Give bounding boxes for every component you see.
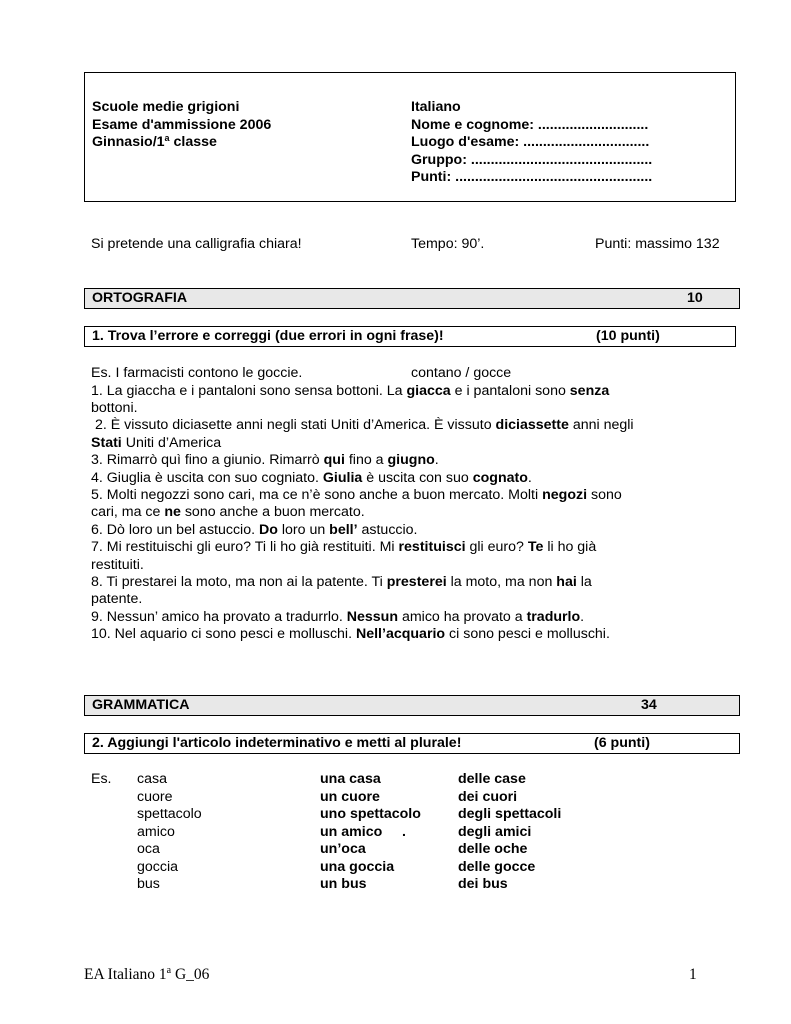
sentence-text: bottoni. <box>91 399 138 416</box>
noun: goccia <box>137 858 179 875</box>
time-note: Tempo: 90’. <box>411 236 485 252</box>
plural-form: delle case <box>458 771 526 787</box>
sentence-text: 3. Rimarrò quì fino a giunio. Rimarrò <box>91 452 324 469</box>
correction-text: Giulia <box>322 469 363 486</box>
sentence-text: 4. Giuglia è uscita con suo cogniato. <box>91 469 323 486</box>
correction-text: diciassette <box>495 417 569 434</box>
sentence-text: 1. La giaccha e i pantaloni sono sensa bottoni. La <box>91 382 407 399</box>
indefinite-article: un bus <box>320 876 367 892</box>
correction-text: Te <box>527 539 544 556</box>
sentence-text: fino a <box>344 452 388 469</box>
exercise-line <box>91 435 221 452</box>
sentence-text: la <box>576 573 592 590</box>
exercise-line <box>91 522 418 539</box>
plural-form: dei cuori <box>458 788 518 805</box>
correction-text: giacca <box>406 382 451 399</box>
sentence-text: la moto, ma non <box>446 573 557 590</box>
sentence-text: 7. Mi restituischi gli euro? Ti li ho già restituiti. Mi <box>91 539 399 556</box>
sentence-text: 8. Ti prestarei la moto, ma non ai la patente. Ti <box>91 573 387 590</box>
exam-title: Esame d'ammissione 2006 <box>92 116 272 133</box>
exercise-line <box>91 452 439 469</box>
example-sentence: Es. I farmacisti contono le goccie. <box>91 365 303 381</box>
sentence-text: 2. È vissuto diciasette anni negli stati Uniti d’America. È vissuto <box>91 417 496 434</box>
plural-form: delle oche <box>458 841 528 857</box>
sentence-text: restituiti. <box>91 556 144 573</box>
task-instruction: 1. Trova l’errore e correggi (due errori in ogni frase)! <box>92 328 444 344</box>
example-answer: contano / gocce <box>411 365 512 381</box>
exam-place-field: Luogo d'esame: ................................ <box>411 134 650 150</box>
noun: casa <box>137 771 167 787</box>
correction-text: negozi <box>542 486 588 503</box>
plural-form: delle gocce <box>458 858 536 875</box>
indefinite-article: una goccia <box>320 858 395 875</box>
exercise-line <box>91 417 634 434</box>
max-points-note: Punti: massimo 132 <box>595 236 720 252</box>
correction-text: Stati <box>91 434 122 451</box>
sentence-text: e i pantaloni sono <box>450 382 570 399</box>
section-grammatica <box>84 695 740 716</box>
plural-form: degli spettacoli <box>458 806 562 822</box>
correction-text: restituisci <box>398 539 466 556</box>
section-points: 10 <box>687 290 703 306</box>
example-label: Es. <box>91 771 112 787</box>
sentence-text: amico ha provato a <box>398 608 527 625</box>
exercise-line <box>91 487 622 504</box>
correction-text: cognato <box>472 469 528 486</box>
sentence-text: . <box>434 452 439 469</box>
page-number: 1 <box>689 966 697 983</box>
exercise-line <box>91 504 365 521</box>
task-points: (6 punti) <box>594 735 650 751</box>
sentence-text: sono anche a buon mercato. <box>180 504 365 521</box>
sentence-text: 6. Dò loro un bel astuccio. <box>91 521 259 538</box>
subject-label: Italiano <box>411 99 461 115</box>
sentence-text: astuccio. <box>357 521 418 538</box>
noun: cuore <box>137 788 173 805</box>
correction-text: ne <box>164 504 181 521</box>
sentence-text: sono <box>587 486 622 503</box>
indefinite-article: un cuore <box>320 788 380 805</box>
indefinite-article: uno spettacolo <box>320 806 421 822</box>
section-title: ORTOGRAFIA <box>92 290 188 306</box>
sentence-text: li ho già <box>543 539 597 556</box>
correction-text: bell’ <box>329 521 358 538</box>
indefinite-article: una casa <box>320 771 381 787</box>
name-field: Nome e cognome: ............................ <box>411 116 649 133</box>
plural-form: dei bus <box>458 876 508 892</box>
sentence-text: cari, ma ce <box>91 504 165 521</box>
task-points: (10 punti) <box>596 328 660 344</box>
exercise-line <box>91 539 596 556</box>
plural-form: degli amici <box>458 823 532 840</box>
correction-text: Nessun <box>346 608 399 625</box>
exercise-line <box>91 400 138 417</box>
noun: amico <box>137 823 175 840</box>
noun: oca <box>137 841 160 857</box>
school-name: Scuole medie grigioni <box>92 99 240 115</box>
noun: bus <box>137 876 160 892</box>
sentence-text: ci sono pesci e molluschi. <box>445 626 610 643</box>
noun: spettacolo <box>137 806 202 822</box>
exercise-line <box>91 383 609 400</box>
exercise-line <box>91 609 584 626</box>
sentence-text: 9. Nessun’ amico ha provato a tradurrlo. <box>91 608 347 625</box>
section-ortografia <box>84 288 740 309</box>
correction-text: senza <box>569 382 610 399</box>
calligraphy-note: Si pretende una calligrafia chiara! <box>91 236 302 252</box>
exercise-line <box>91 591 142 608</box>
task-2-header <box>84 733 740 754</box>
exercise-line <box>91 470 532 487</box>
correction-text: presterei <box>386 573 447 590</box>
points-field: Punti: .................................................. <box>411 169 653 185</box>
correction-text: giugno <box>387 452 435 469</box>
sentence-text: è uscita con suo <box>362 469 473 486</box>
sentence-text: 5. Molti negozzi sono cari, ma ce n’è sono anche a buon mercato. Molti <box>91 486 543 503</box>
correction-text: Do <box>258 521 278 538</box>
correction-text: qui <box>323 452 345 469</box>
task-instruction: 2. Aggiungi l'articolo indeterminativo e metti al plurale! <box>92 735 462 751</box>
class-label: Ginnasio/1$^a$ classe <box>92 133 217 150</box>
sentence-text: . <box>527 469 532 486</box>
sentence-text: patente. <box>91 591 143 608</box>
group-field: Gruppo: .............................................. <box>411 151 653 168</box>
correction-text: Nell’acquario <box>355 626 446 643</box>
section-points: 34 <box>641 697 657 713</box>
correction-text: tradurlo <box>526 608 581 625</box>
header-box <box>84 72 736 202</box>
indefinite-article: un’oca <box>320 841 366 857</box>
sentence-text: anni negli <box>568 417 634 434</box>
section-title: GRAMMATICA <box>92 697 190 713</box>
sentence-text: 10. Nel aquario ci sono pesci e molluschi. <box>91 626 356 643</box>
exercise-line <box>91 626 610 643</box>
indefinite-article: un amico . <box>320 823 406 840</box>
sentence-text: loro un <box>277 521 330 538</box>
sentence-text: gli euro? <box>465 539 528 556</box>
footer-label: EA Italiano 1$^a$ G_06 <box>84 965 210 983</box>
sentence-text: Uniti d’America <box>121 434 222 451</box>
exercise-line <box>91 557 144 574</box>
sentence-text: . <box>580 608 585 625</box>
exercise-line <box>91 574 592 591</box>
task-1-header <box>84 326 736 347</box>
correction-text: hai <box>556 573 577 590</box>
